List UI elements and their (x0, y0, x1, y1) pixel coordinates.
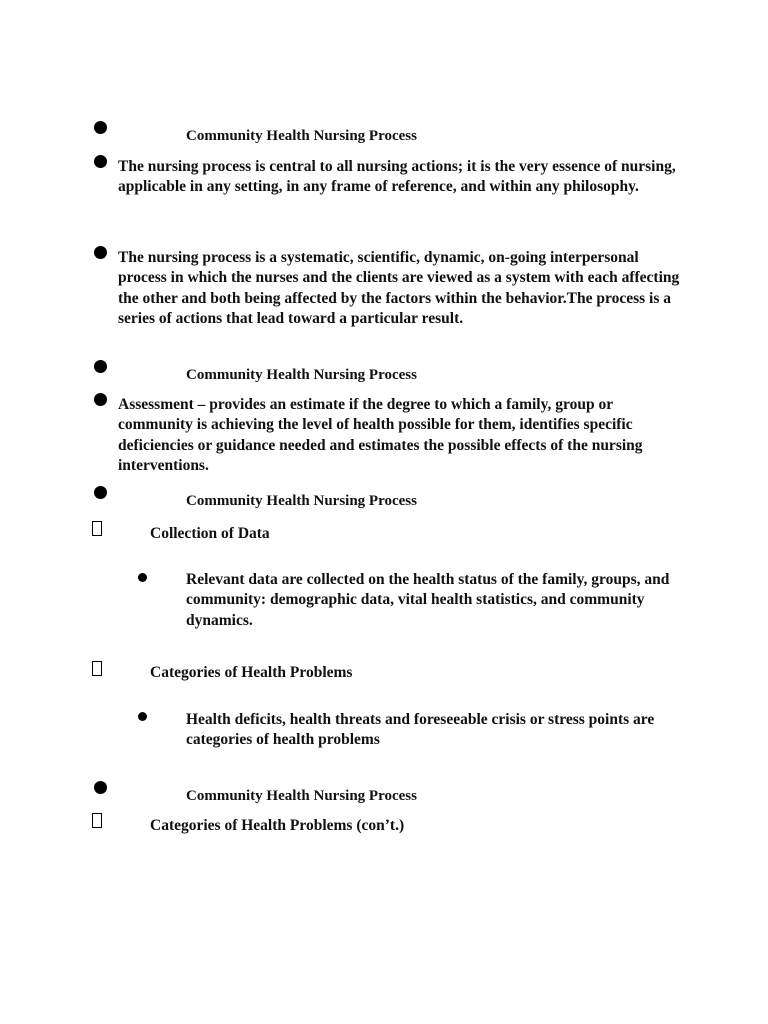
slide-title: Community Health Nursing Process (186, 367, 417, 383)
paragraph: The nursing process is central to all nursing actions; it is the very essence of nursing, applicable in any setting, in any frame of reference, and within any philosophy. (118, 158, 676, 196)
missing-glyph-icon (92, 521, 102, 536)
section-heading: Categories of Health Problems (150, 664, 353, 681)
slide-title: Community Health Nursing Process (186, 493, 417, 509)
bullet-icon (94, 781, 107, 794)
paragraph: Health deficits, health threats and foreseeable crisis or stress points are categories of health problems (186, 711, 655, 749)
section-heading: Collection of Data (150, 525, 270, 542)
section-heading: Categories of Health Problems (con’t.) (150, 817, 405, 834)
bullet-icon (94, 121, 107, 134)
slide-title: Community Health Nursing Process (186, 788, 417, 804)
missing-glyph-icon (92, 813, 102, 828)
bullet-icon (94, 486, 107, 499)
paragraph: The nursing process is a systematic, scientific, dynamic, on-going interpersonal process in which the nurses and the clients are viewed as a system with each affecting the other and both being affected by the factors within the behavior.The process is a series of actions that lead toward a particular result. (118, 249, 680, 327)
missing-glyph-icon (92, 661, 102, 676)
paragraph: Assessment – provides an estimate if the degree to which a family, group or community is achieving the level of health possible for them, identifies specific deficiencies or guidance needed and estimates the possible effects of the nursing interventions. (118, 396, 643, 474)
bullet-icon (94, 155, 107, 168)
bullet-icon (138, 712, 147, 721)
bullet-icon (138, 573, 147, 582)
bullet-icon (94, 360, 107, 373)
paragraph: Relevant data are collected on the health status of the family, groups, and community: demographic data, vital health statistics, and community dynamics. (186, 571, 670, 629)
slide-title: Community Health Nursing Process (186, 128, 417, 144)
bullet-icon (94, 393, 107, 406)
bullet-icon (94, 246, 107, 259)
